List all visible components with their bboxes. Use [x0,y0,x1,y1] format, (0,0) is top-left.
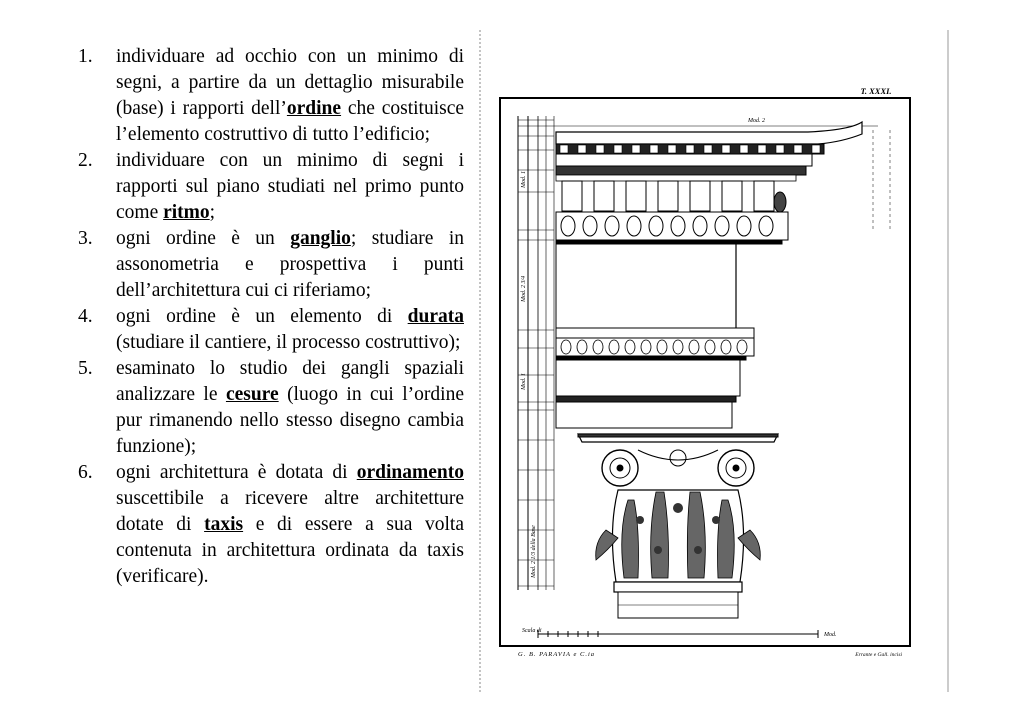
item-keyword: durata [407,306,464,327]
list-item [78,226,464,304]
item-text: che costituisce l’elemento costruttivo di tutto l’edificio; [116,98,465,145]
list-item [78,460,464,590]
item-number: 3. [78,228,93,249]
item-text: individuare ad occhio con un minimo di segni, a partire da un dettaglio misurabile (base) i rapporti dell’ [116,46,464,119]
frieze [556,244,736,328]
list-item [78,44,464,148]
item-keyword: taxis [204,514,244,535]
engraver-imprint: Errante e Gall. incisi [855,652,902,658]
item-keyword: ritmo [163,202,210,223]
item-text: individuare con un minimo di segni i rapporti sul piano studiati nel primo punto come [116,150,464,223]
item-keyword: ordinamento [356,462,464,483]
scale-label: Mod. 1 [521,373,527,390]
item-text: suscettibile a ricevere altre architetture dotate di [116,488,464,535]
numbered-list [78,44,464,590]
list-item [78,304,464,356]
item-number: 6. [78,462,93,483]
item-number: 1. [78,46,93,67]
item-number: 5. [78,358,93,379]
item-keyword: cesure [225,384,279,405]
list-item [78,148,464,226]
plate-number: T. XXXI. [860,86,892,96]
scale-label: Mod. 1 [521,171,527,188]
corinthian-capital [578,434,778,618]
item-keyword: ordine [286,98,342,119]
scale-unit: Mod. [824,632,837,638]
item-text: e di essere a sua volta contenuta in architettura ordinata da taxis (verificare). [116,514,464,587]
item-text: ogni ordine è un [116,228,291,249]
scale-label: Mod. 2 3/4 [521,275,527,302]
scale-label: Mod. 2 [748,118,765,124]
item-text: ; studiare in assonometria e prospettiva i punti dell’architettura cui ci riferiamo; [116,228,464,301]
publisher-imprint: G. B. PARAVIA e C.ia [518,651,596,658]
graphic-scale [538,630,818,638]
architrave [556,328,754,428]
item-text: ogni ordine è un elemento di [116,306,408,327]
item-text: ogni architettura è dotata di [116,462,357,483]
item-text: ; [209,202,216,223]
scale-title: Scala di [522,628,542,634]
item-text: (luogo in cui l’ordine pur rimanendo nello stesso disegno cambia funzione); [116,384,464,457]
item-text: (studiare il cantiere, il processo costruttivo); [116,332,461,353]
scale-label: Mod. 2 1/3 della Base [531,525,537,578]
list-item [78,356,464,460]
cornice [556,122,862,244]
item-text: esaminato lo studio dei gangli spaziali analizzare le [116,358,464,405]
corinthian-order-engraving [478,30,950,692]
item-number: 2. [78,150,93,171]
item-keyword: ganglio [290,228,351,249]
item-number: 4. [78,306,93,327]
